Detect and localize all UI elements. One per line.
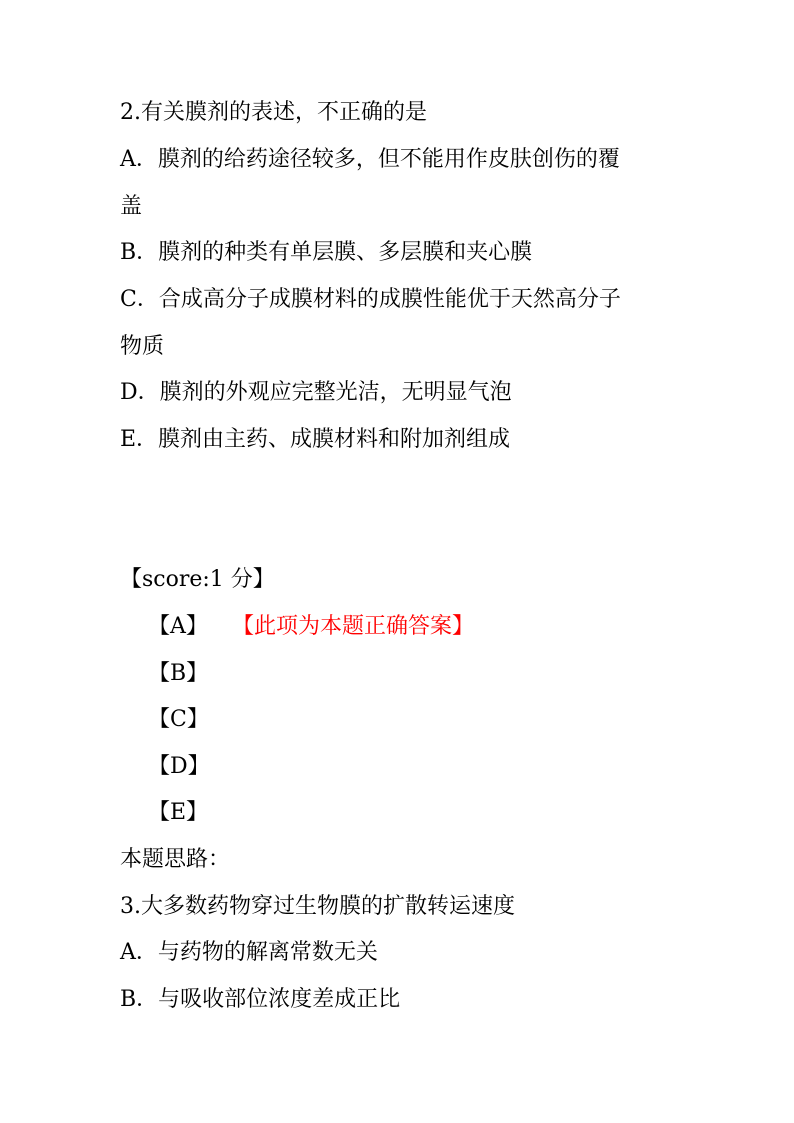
question-2-option-b: B．膜剂的种类有单层膜、多层膜和夹心膜 <box>120 240 533 265</box>
analysis-label: 本题思路： <box>120 847 231 872</box>
question-2-option-c: C．合成高分子成膜材料的成膜性能优于天然高分子 <box>120 287 621 312</box>
question-2-option-e: E．膜剂由主药、成膜材料和附加剂组成 <box>120 427 511 452</box>
question-2-option-a: A．膜剂的给药途径较多，但不能用作皮肤创伤的覆 <box>120 147 620 172</box>
question-2-option-d: D．膜剂的外观应完整光洁，无明显气泡 <box>120 380 512 405</box>
answer-choice-b: 【B】 <box>148 661 209 686</box>
answer-choice-e: 【E】 <box>148 800 209 825</box>
question-3-option-b: B．与吸收部位浓度差成正比 <box>120 987 401 1012</box>
question-2-option-a-continued: 盖 <box>120 194 143 219</box>
question-2-title: 2.有关膜剂的表述，不正确的是 <box>120 100 427 125</box>
answer-choice-a: 【A】 <box>148 614 208 639</box>
correct-answer-note: 【此项为本题正确答案】 <box>232 614 475 639</box>
question-2-option-c-continued: 物质 <box>120 334 165 359</box>
answer-choice-d: 【D】 <box>148 754 210 779</box>
question-3-option-a: A．与药物的解离常数无关 <box>120 940 378 965</box>
question-3-title: 3.大多数药物穿过生物膜的扩散转运速度 <box>120 894 515 919</box>
answer-choice-c: 【C】 <box>148 707 209 732</box>
score-label: 【score:1 分】 <box>120 567 275 592</box>
